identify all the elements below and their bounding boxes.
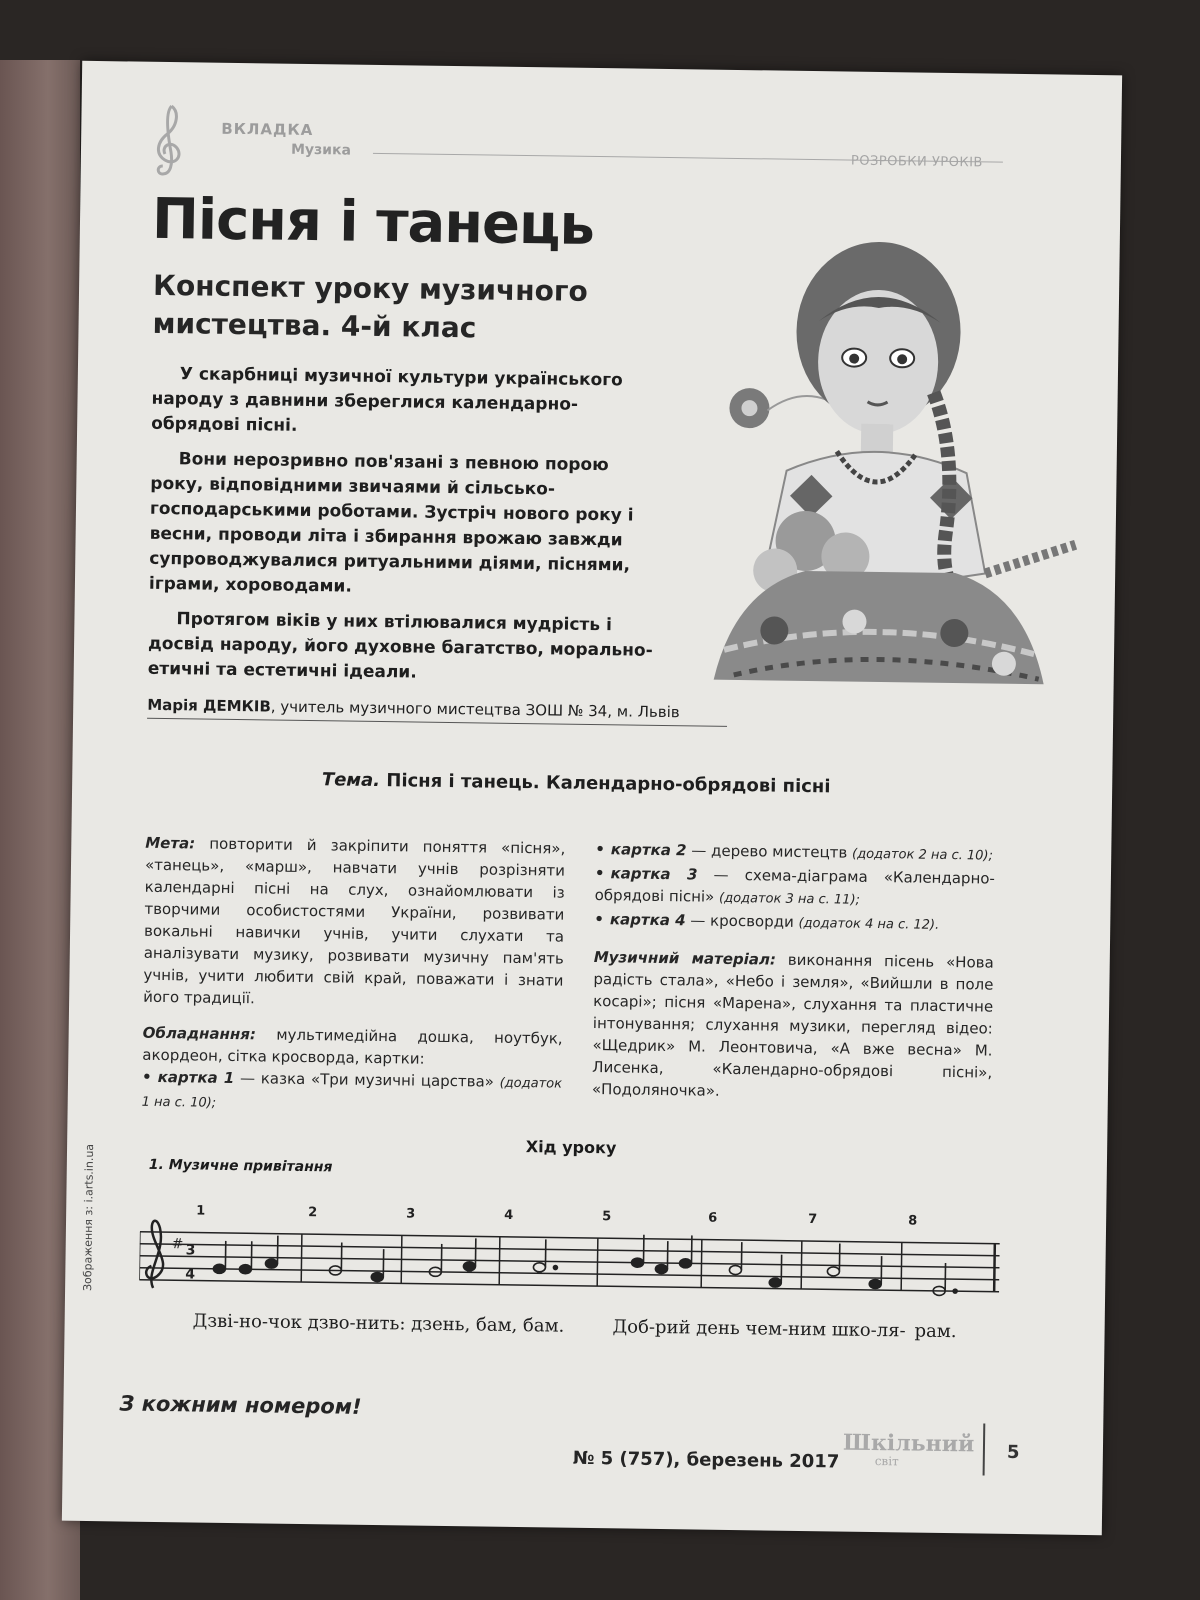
lesson-topic <box>146 767 1006 800</box>
page-number: 5 <box>1006 1441 1020 1464</box>
card-name: картка 4 <box>609 910 686 930</box>
author-name: Марія ДЕМКІВ <box>147 695 271 716</box>
lesson-flow-heading: Хід уроку <box>525 1137 617 1158</box>
card-ref: (додаток 4 на с. 12). <box>798 915 940 933</box>
issue-number: № 5 (757), березень 2017 <box>572 1447 840 1473</box>
goal-paragraph <box>143 832 565 1014</box>
goal-text: повторити й закріпити поняття «пісня», «танець», «марш», навчати учнів розрізняти календарні пісні на слух, ознайомлювати із творчими особистостями України, розвивати вокальні навички учнів, учити слухати та аналізувати музику, розвивати музичну пам'ять учнів, учити любити свій край, поважати і знати його традиції. <box>143 834 566 1008</box>
equipment-text: мультимедійна дошка, ноутбук, акордеон, сітка кросворда, картки: <box>142 1025 563 1068</box>
bullet-icon: • <box>594 910 605 929</box>
author-line <box>147 696 727 722</box>
bar-number: 6 <box>708 1210 718 1226</box>
brand-logo: Шкільний <box>842 1429 975 1458</box>
list-item <box>142 1066 563 1120</box>
footer-slogan: З кожним номером! <box>119 1391 362 1419</box>
author-role: , учитель музичного мистецтва ЗОШ № 34, м. Львів <box>270 697 680 722</box>
music-material-text: виконання пісень «Нова радість стала», «Небо і земля», «Вийшли в поле косарі»; пісня «Марена», слухання та пластичне інтонування; слухання музики, перегляд відео: «Щедрик» М. Леонтовича, «А вже весна» М. Лисенка, «Календарно-обрядові пісні», «Подоляночка». <box>591 950 994 1100</box>
brand-logo-sub: світ <box>874 1454 899 1469</box>
bar-number: 5 <box>602 1209 612 1225</box>
section-right-label: РОЗРОБКИ УРОКІВ <box>850 153 983 171</box>
lead-text <box>147 362 662 699</box>
equipment-label: Обладнання: <box>142 1023 257 1044</box>
page-subtitle: Конспект уроку музичного мистецтва. 4-й клас <box>152 268 588 345</box>
card-list <box>594 838 995 938</box>
lead-paragraph: Протягом віків у них втілювалися мудрість і досвід народу, його духовне багатство, морально-етичні та естетичні ідеали. <box>147 609 653 683</box>
list-item <box>594 862 995 914</box>
card-name: картка 2 <box>610 840 687 860</box>
card-name: картка 1 <box>157 1067 235 1088</box>
card-desc: — казка «Три музичні царства» <box>234 1069 500 1091</box>
bar-number: 2 <box>308 1205 318 1221</box>
time-signature-top: 3 <box>185 1242 196 1259</box>
treble-clef-icon <box>146 1221 164 1288</box>
section-label: ВКЛАДКА <box>221 119 314 140</box>
goal-label: Мета: <box>145 833 196 853</box>
card-desc: — схема-діаграма «Календарно-обрядові пісні» <box>594 865 996 906</box>
time-signature-bottom: 4 <box>185 1266 196 1283</box>
music-material-paragraph <box>592 946 994 1106</box>
card-ref: (додаток 3 на с. 11); <box>718 890 861 908</box>
music-material-label: Музичний матеріал: <box>593 948 777 969</box>
lead-paragraph: У скарбниці музичної культури українського народу з давнини збереглися календарно-обрядові пісні. <box>151 364 623 436</box>
footer-divider <box>983 1424 986 1476</box>
topic-label: Тема. <box>321 769 381 792</box>
topic-text: Пісня і танець. Календарно-обрядові пісні <box>379 770 831 798</box>
bullet-icon: • <box>141 1067 152 1086</box>
lyrics-line: Доб-рий день чем-ним шко-ля- <box>612 1316 906 1342</box>
equipment-paragraph <box>142 1022 563 1072</box>
bar-number: 1 <box>196 1203 206 1219</box>
bullet-icon: • <box>595 840 606 859</box>
right-column <box>592 838 996 1120</box>
list-item <box>594 908 994 938</box>
bar-number: 4 <box>504 1207 514 1223</box>
step-heading: 1. Музичне привітання <box>148 1156 333 1176</box>
card-desc: — кросворди <box>685 911 799 931</box>
left-column <box>141 832 565 1134</box>
card-list <box>142 1066 563 1120</box>
lead-paragraph: Вони нерозривно пов'язані з певною порою року, відповідними звичаями й сільсько-господарськими роботами. Зустріч нового року і весни, проводи літа і збирання врожаю завжди супроводжувалися ритуальними діями, піснями, іграми, хороводами. <box>148 449 634 597</box>
bar-number: 3 <box>406 1206 416 1222</box>
svg-text:#: # <box>171 1236 184 1253</box>
image-credit: Зображення з: i.arts.in.ua <box>81 1143 97 1292</box>
lyrics-line: рам. <box>914 1320 957 1343</box>
girl-illustration <box>653 209 1090 710</box>
page-title: Пісня і танець <box>151 186 595 258</box>
bar-number: 8 <box>908 1213 918 1229</box>
bar-number: 7 <box>808 1212 818 1228</box>
card-desc: — дерево мистецтв <box>686 841 853 862</box>
card-ref: (додаток 1 на с. 10); <box>141 1075 563 1111</box>
magazine-page <box>62 61 1122 1535</box>
lyrics-line: Дзві-но-чок дзво-нить: дзень, бам, бам. <box>192 1310 565 1337</box>
bullet-icon: • <box>594 864 605 883</box>
treble-clef-icon <box>149 102 190 181</box>
subject-label: Музика <box>290 141 352 159</box>
card-ref: (додаток 2 на с. 10); <box>851 846 994 864</box>
card-name: картка 3 <box>610 864 698 884</box>
music-staff <box>139 1192 1001 1324</box>
